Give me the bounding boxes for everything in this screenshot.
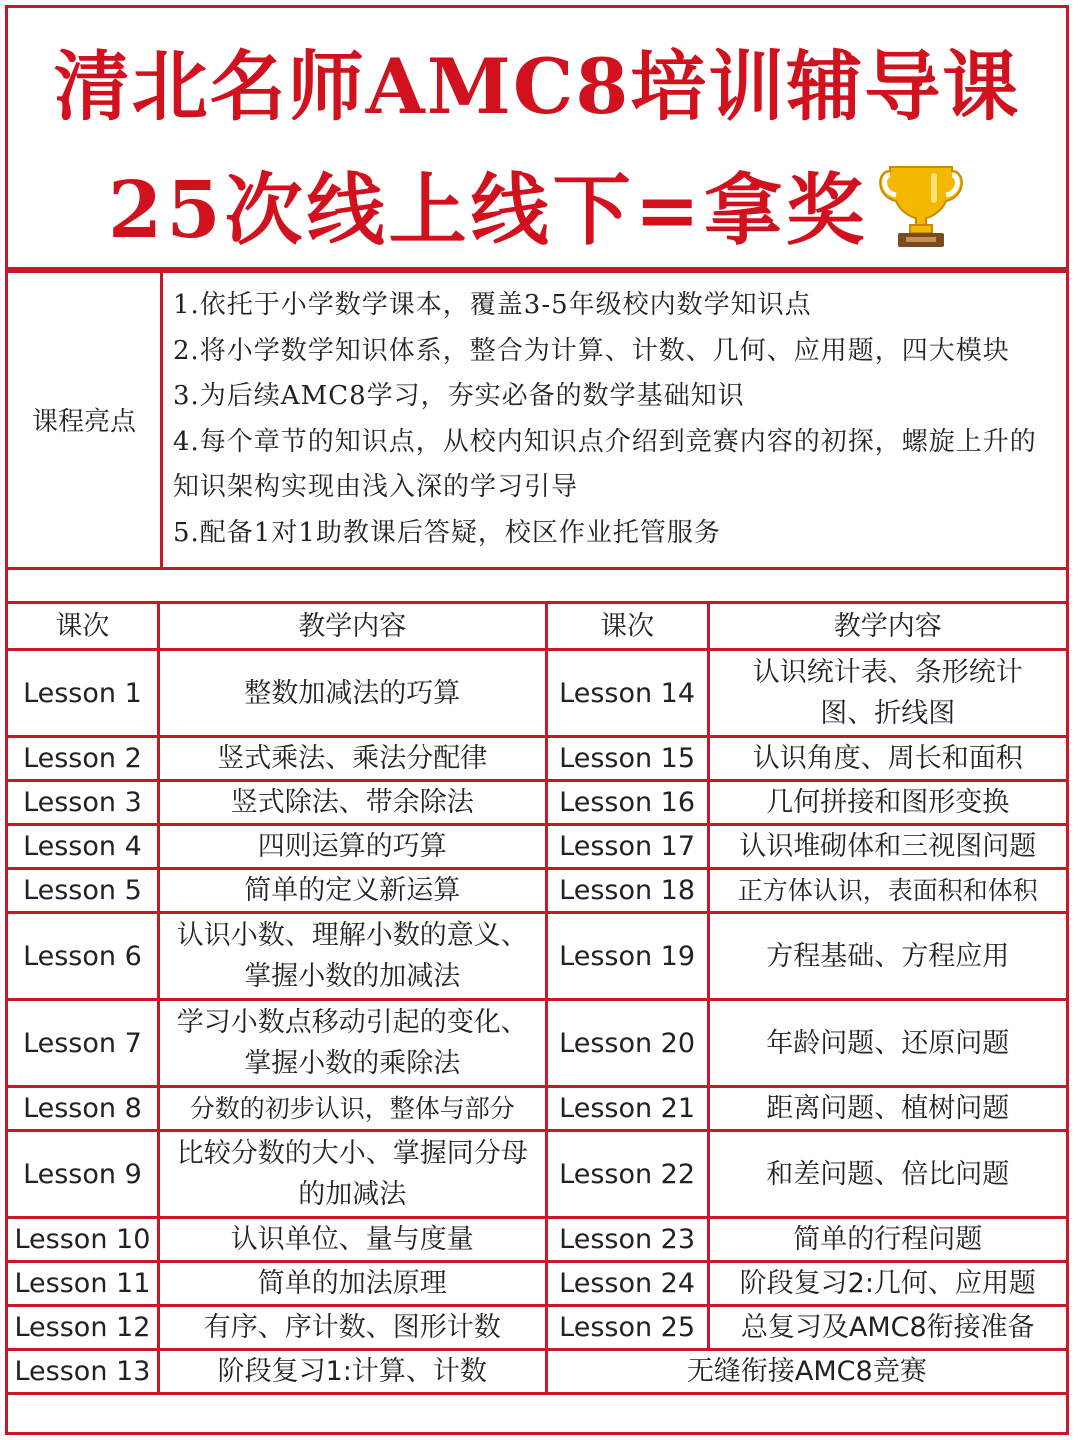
lesson-number: Lesson 10	[7, 1218, 159, 1262]
lesson-number: Lesson 11	[7, 1262, 159, 1306]
lesson-number: Lesson 4	[7, 825, 159, 869]
header-lesson-no: 课次	[7, 603, 159, 650]
lesson-content: 和差问题、倍比问题	[708, 1131, 1067, 1218]
lesson-content: 简单的行程问题	[708, 1218, 1067, 1262]
lesson-number: Lesson 18	[546, 869, 708, 913]
lesson-number: Lesson 1	[7, 650, 159, 737]
header-lesson-no: 课次	[546, 603, 708, 650]
table-row	[7, 737, 1068, 781]
lesson-content: 认识角度、周长和面积	[708, 737, 1067, 781]
lesson-number: Lesson 7	[7, 1000, 159, 1087]
table-row	[7, 1350, 1068, 1394]
lesson-content: 正方体认识，表面积和体积	[708, 869, 1067, 913]
table-row	[7, 869, 1068, 913]
highlight-item: 4.每个章节的知识点，从校内知识点介绍到竞赛内容的初探，螺旋上升的知识架构实现由浅入深的学习引导	[173, 426, 1037, 503]
table-row	[7, 650, 1068, 737]
lesson-content: 学习小数点移动引起的变化、掌握小数的乘除法	[158, 1000, 546, 1087]
highlight-item: 3.为后续AMC8学习，夯实必备的数学基础知识	[173, 381, 745, 412]
table-row	[7, 913, 1068, 1000]
lesson-number: Lesson 22	[546, 1131, 708, 1218]
table-row	[7, 781, 1068, 825]
lesson-content: 认识统计表、条形统计图、折线图	[708, 650, 1067, 737]
lesson-number: Lesson 15	[546, 737, 708, 781]
lesson-content: 认识小数、理解小数的意义、掌握小数的加减法	[158, 913, 546, 1000]
lesson-number: Lesson 24	[546, 1262, 708, 1306]
highlight-item: 2.将小学数学知识体系，整合为计算、计数、几何、应用题，四大模块	[173, 335, 1010, 366]
lesson-number: Lesson 13	[7, 1350, 159, 1394]
lesson-content: 认识堆砌体和三视图问题	[708, 825, 1067, 869]
header-content: 教学内容	[158, 603, 546, 650]
lesson-number: Lesson 5	[7, 869, 159, 913]
lesson-number: Lesson 16	[546, 781, 708, 825]
lesson-content: 比较分数的大小、掌握同分母的加减法	[158, 1131, 546, 1218]
highlights-label: 课程亮点	[7, 272, 162, 569]
lesson-content: 有序、序计数、图形计数	[158, 1306, 546, 1350]
lesson-content: 简单的加法原理	[158, 1262, 546, 1306]
lesson-number: Lesson 6	[7, 913, 159, 1000]
lesson-number: Lesson 21	[546, 1087, 708, 1131]
header-content: 教学内容	[708, 603, 1067, 650]
lesson-content: 竖式乘法、乘法分配律	[158, 737, 546, 781]
table-row	[7, 1087, 1068, 1131]
table-row	[7, 1262, 1068, 1306]
lesson-content: 四则运算的巧算	[158, 825, 546, 869]
lesson-number: Lesson 12	[7, 1306, 159, 1350]
highlight-item: 1.依托于小学数学课本，覆盖3-5年级校内数学知识点	[173, 290, 812, 320]
lesson-number: Lesson 9	[7, 1131, 159, 1218]
lesson-schedule-table	[5, 601, 1069, 1395]
table-row	[7, 1000, 1068, 1087]
lesson-content: 方程基础、方程应用	[708, 913, 1067, 1000]
lesson-number: Lesson 3	[7, 781, 159, 825]
table-row	[7, 1306, 1068, 1350]
lesson-content: 几何拼接和图形变换	[708, 781, 1067, 825]
lesson-number: Lesson 2	[7, 737, 159, 781]
trophy-icon	[876, 157, 966, 249]
page-title: 清北名师AMC8培训辅导课	[53, 42, 1021, 131]
table-header-row	[7, 603, 1068, 650]
lesson-content: 分数的初步认识，整体与部分	[158, 1087, 546, 1131]
lesson-number: Lesson 20	[546, 1000, 708, 1087]
lesson-content: 整数加减法的巧算	[158, 650, 546, 737]
table-row	[7, 1218, 1068, 1262]
highlight-item: 5.配备1对1助教课后答疑，校区作业托管服务	[173, 517, 721, 548]
lesson-content: 认识单位、量与度量	[158, 1218, 546, 1262]
lesson-content: 竖式除法、带余除法	[158, 781, 546, 825]
lesson-number: Lesson 17	[546, 825, 708, 869]
page-subtitle	[8, 148, 1066, 260]
table-row	[7, 825, 1068, 869]
merged-summary-cell: 无缝衔接AMC8竞赛	[546, 1350, 1067, 1394]
course-highlights-table	[5, 270, 1069, 570]
lesson-content: 年龄问题、还原问题	[708, 1000, 1067, 1087]
lesson-content: 距离问题、植树问题	[708, 1087, 1067, 1131]
lesson-number: Lesson 14	[546, 650, 708, 737]
lesson-content: 简单的定义新运算	[158, 869, 546, 913]
lesson-content: 总复习及AMC8衔接准备	[708, 1306, 1067, 1350]
lesson-number: Lesson 19	[546, 913, 708, 1000]
header	[5, 5, 1069, 270]
subtitle-text: 25次线上线下=拿奖	[108, 165, 868, 256]
table-row	[7, 1131, 1068, 1218]
lesson-content: 阶段复习1:计算、计数	[158, 1350, 546, 1394]
highlights-list	[162, 272, 1068, 569]
lesson-number: Lesson 23	[546, 1218, 708, 1262]
lesson-number: Lesson 25	[546, 1306, 708, 1350]
lesson-content: 阶段复习2:几何、应用题	[708, 1262, 1067, 1306]
lesson-number: Lesson 8	[7, 1087, 159, 1131]
